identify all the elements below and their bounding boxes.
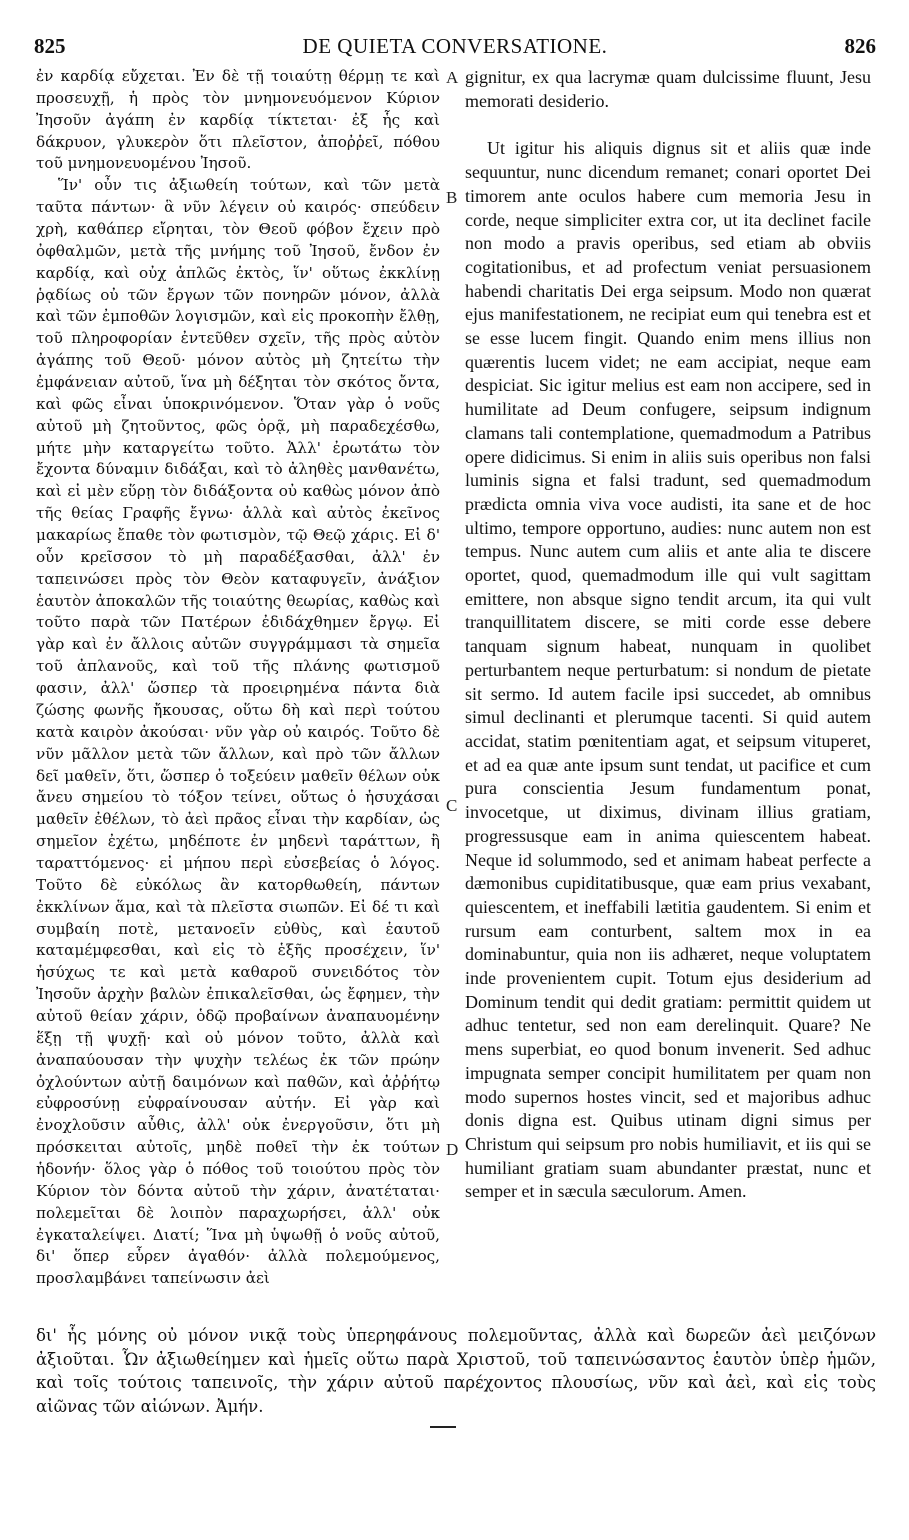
greek-closing-paragraph: δι' ἧς μόνης οὐ μόνον νικᾷ τοὺς ὑπερηφάνους πολεμοῦντας, ἀλλὰ καὶ δωρεῶν ἀεὶ μειζόνων ἀξιοῦται. Ὧν ἀξιωθείημεν καὶ ἡμεῖς οὕτω παρὰ Χριστοῦ, τοῦ ταπεινώσαντος ἑαυτὸν ὑπὲρ ἡμῶν, καὶ τοῖς τούτοις ταπεινοῖς, τὴν χάριν αὐτοῦ παρέχοντος πλουσίως, νῦν καὶ ἀεὶ, καὶ εἰς τοὺς αἰῶνας τῶν αἰώνων. Ἀμήν. [36,1326,876,1417]
page-number-right: 826 [844,34,876,58]
page-number-left: 825 [34,34,66,58]
latin-column [465,66,871,1204]
end-rule [430,1426,456,1428]
latin-paragraph: Ut igitur his aliquis dignus sit et aliis quæ inde sequuntur, nunc dicendum remanet; conari oportet Dei timorem ante oculos habere cum memoria Jesu in corde, neque simpliciter extra cor, ut ita declinet facile non modo a pravis operibus, sed etiam ab obviis cogitationibus, et ad profectum veniat persuasionem habendi charitatis Dei erga seipsum. Modo non quærat ejus manifestationem, ne recipiat eum qui tenebra est et se esse lucem fingit. Quando enim mens illius non quærentis lucem videt; ne eam accipiat, neque eam despiciat. Sic igitur melius est eam non accipere, sed in humilitate ad Deum confugere, seipsum indignum clamans tali contemplatione, quemadmodum a Patribus opere didicimus. Si enim in aliis suis operibus non falsi luminis signa et falsi tradunt, sed quemadmodum prædicta omnia viva voce audisti, ita sane et de hoc ultimo, tempore opportuno, audies: nunc autem non est tempus. Nunc autem cum aliis et ante alia te discere oportet, quod, quemadmodum ille qui vult sagittam emittere, non absque signo tendit arcum, ita qui vult tranquillitatem discere, se miti corde esse debere tanquam signum habeat, nunquam in quolibet perturbantem neque perturbatum: si nondum de pietate sit sermo. Id autem facile ipsi succedet, ab omnibus simul declinanti et plerumque tacenti. Si quid autem accidat, statim pœnitentiam agat, et seipsum vituperet, et ad ea quæ ante ipsum sunt tendat, ut pacifice et cum pura conscientia Jesum fundamentum ponat, invocetque, ut diximus, divinam illius gratiam, progressusque eam in anima quiescentem habeat. Neque id solummodo, sed et animam habeat perfecte a dæmonibus cupiditatibusque, quæ eam prius vexabant, quiescentem, et ineffabili lætitia gaudentem. Si enim et rursum eam conturbent, saltem mox in ea dominabuntur, quia non iis adhæret, neque voluptatem inde provenientem cupit. Totum ejus desiderium ad Dominum tendit qui dedit gratiam: permittit quidem ut adhuc tentetur, sed non eam derelinquit. Quare? Ne mens superbiat, eo quod bonum invenerit. Sed adhuc impugnata semper concipit humilitatem per quam non modo supernos hostes vincit, sed et majoribus adhuc donis digna est. Quibus utinam digni simus per Christum qui seipsum pro nobis humiliavit, et iis qui se humiliant gratiam suam abundanter præstat, nunc et semper et in sæcula sæculorum. Amen. [465,138,871,1202]
greek-paragraph: Ἵν' οὖν τις ἀξιωθείη τούτων, καὶ τῶν μετὰ ταῦτα πάντων· ἃ νῦν λέγειν οὐ καιρός· σπεύδειν χρὴ, καθάπερ εἴρηται, τὸν Θεοῦ φόβον ἔχειν πρὸ ὀφθαλμῶν, μετὰ τῆς μνήμης τοῦ Ἰησοῦ, ἔνδον ἐν καρδίᾳ, καὶ οὐχ ἁπλῶς ἐκτὸς, ἵν' οὕτως ἐκκλίνῃ ῥᾳδίως οὐ τῶν ἔργων τῶν πονηρῶν μόνον, ἀλλὰ καὶ τῶν ἐμποθῶν λογισμῶν, καὶ εἰς προκοπὴν ἔλθῃ, τοῦ πληροφορίαν ἐντεῦθεν σχεῖν, τῆς πρὸς αὐτὸν ἀγάπης τοῦ Θεοῦ· μόνον αὐτὸς μὴ ζητείτω τὴν ἐμφάνειαν αὐτοῦ, ἵνα μὴ δέξηται τὸν σκότος ὄντα, καὶ φῶς εἶναι ὑποκρινόμενον. Ὅταν γὰρ ὁ νοῦς αὐτοῦ μὴ ζητοῦντος, φῶς ὁρᾷ, μὴ παραδεχέσθω, μήτε μὴν καταργείτω τοῦτο. Ἀλλ' ἐρωτάτω τὸν ἔχοντα δύναμιν διδάξαι, καὶ τὸ ἀληθὲς μανθανέτω, καὶ εἰ μὲν εὕρῃ τὸν διδάξοντα οὐ καθὼς μόνον ἀπὸ τῆς θείας Γραφῆς ἔγνω· ἀλλὰ καὶ αὐτὸς ἐκεῖνος μακαρίως ἔπαθε τὸν φωτισμὸν, τῷ Θεῷ χάρις. Εἰ δ' οὖν κρεῖσσον τὸ μὴ παραδέξασθαι, ἀλλ' ἐν ταπεινώσει πρὸς τὸν Θεὸν καταφυγεῖν, ἀνάξιον ἑαυτὸν ἀποκαλῶν τῆς τοιαύτης θεωρίας, καθὼς καὶ τοῦτο παρὰ τῶν Πατέρων ἐδιδάχθημεν ἔργῳ. Εἰ γὰρ καὶ ἐν ἄλλοις αὐτῶν συγγράμμασι τὰ σημεῖα τοῦ ἀπλανοῦς, καὶ τοῦ τῆς πλάνης φωτισμοῦ φασιν, ἀλλ' ὥσπερ τὰ προειρημένα πάντα διὰ ζώσης φωνῆς ἤκουσας, οὕτω δὴ καὶ περὶ τούτου κατὰ καιρὸν ἀκούσαι· νῦν γὰρ οὐ καιρός. Τοῦτο δὲ νῦν μᾶλλον μετὰ τῶν ἄλλων, καὶ πρὸ τῶν ἄλλων δεῖ μαθεῖν, ὅτι, ὥσπερ ὁ τοξεύειν μαθεῖν θέλων οὐκ ἄνευ σημείου τὸ τόξον τείνει, οὕτως ὁ ἡσυχάσαι μαθεῖν ἐθέλων, τὸ ἀεὶ πρᾶος εἶναι τὴν καρδίαν, ὡς σημεῖον ἐχέτω, μηδέποτε ἐν μηδενὶ ταράττων, ἢ ταραττόμενος· εἰ μήπου περὶ εὐσεβείας ὁ λόγος. Τοῦτο δὲ εὐκόλως ἂν κατορθωθείη, πάντων ἐκκλίνων ἅμα, καὶ τὰ πλεῖστα σιωπῶν. Εἰ δέ τι καὶ συμβαίη ποτὲ, μετανοεῖν εὐθὺς, καὶ ἑαυτοῦ καταμέμφεσθαι, καὶ εἰς τὸ ἑξῆς προσέχειν, ἵν' ἡσύχως τε καὶ μετὰ καθαροῦ συνειδότος τὸν Ἰησοῦν ἀρχὴν βαλὼν ἐπικαλεῖσθαι, ὡς ἔφημεν, τὴν αὐτοῦ θείαν χάριν, ὁδῷ προβαίνων ἀναπαυομένην ἕξῃ τῇ ψυχῇ· καὶ οὐ μόνον τοῦτο, ἀλλὰ καὶ ἀναπαύουσαν τὴν ψυχὴν τελέως ἐκ τῶν πρώην ὀχλούντων αὐτῇ δαιμόνων καὶ παθῶν, καὶ ἀῤῥήτῳ εὐφροσύνῃ εὐφραίνουσαν αὐτήν. Εἰ γὰρ καὶ ἐνοχλοῦσιν αὖθις, ἀλλ' οὐκ ἐνεργοῦσιν, ὅτι μὴ πρόσκειται αὐτοῖς, μηδὲ ποθεῖ τὴν ἐκ τούτων ἡδονήν· ὅλος γὰρ ὁ πόθος τοῦ τοιούτου πρὸς τὸν Κύριον τὸν δόντα αὐτοῦ τὴν χάριν, ἀνατέταται· πολεμεῖται δὲ λοιπὸν παραχωρήσει, ἀλλ' οὐκ ἐγκαταλείψει. Διατί; Ἵνα μὴ ὑψωθῇ ὁ νοῦς αὐτοῦ, δι' ὅπερ εὗρεν ἀγαθόν· ἀλλὰ πολεμούμενος, προσλαμβάνει ταπείνωσιν ἀεὶ [36,176,440,1288]
section-marker-c: C [446,796,458,815]
section-marker-a: A [446,68,459,87]
running-header [34,34,876,64]
greek-column [36,66,440,1290]
running-title: DE QUIETA CONVERSATIONE. [302,34,608,58]
greek-closing-lines [36,1324,876,1419]
greek-paragraph: ἐν καρδίᾳ εὔχεται. Ἐν δὲ τῇ τοιαύτῃ θέρμῃ τε καὶ προσευχῇ, ἡ πρὸς τὸν μνημονευόμενον Κύριον Ἰησοῦν ἀγάπη ἐν καρδίᾳ τίκτεται· ἐξ ἧς καὶ δάκρυον, γλυκερὸν ὅτι πλεῖστον, ἀποῤῥεῖ, πόθου τοῦ μνημονευομένου Ἰησοῦ. [36,67,440,173]
section-marker-d: D [446,1140,459,1159]
section-marker-b: B [446,188,458,207]
latin-paragraph: gignitur, ex qua lacrymæ quam dulcissime fluunt, Jesu memorati desiderio. [465,67,871,111]
